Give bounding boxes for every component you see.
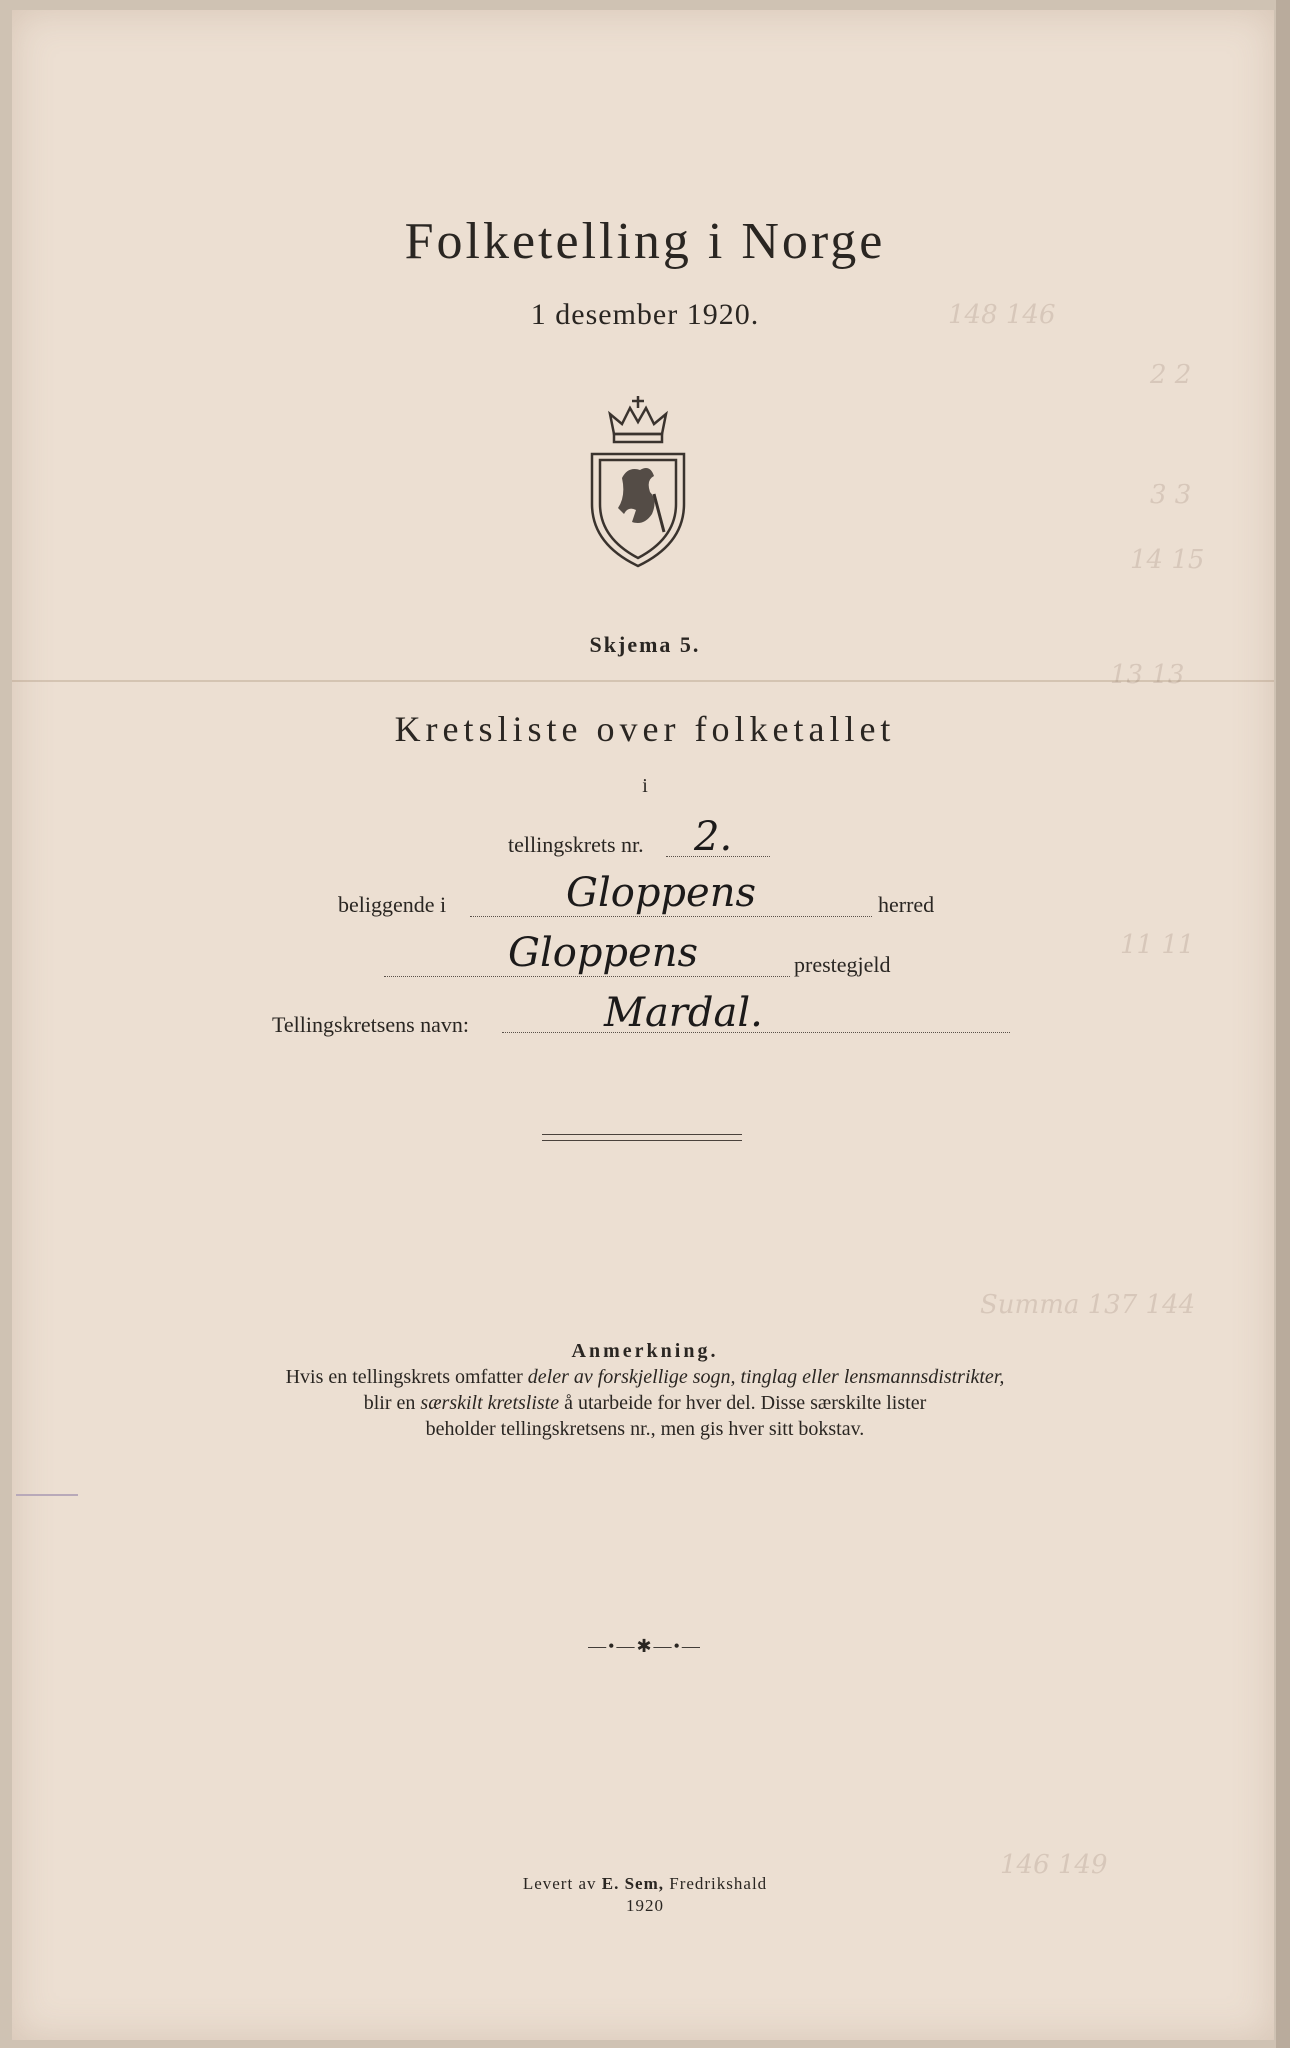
located-in-label: beliggende i [338,892,447,917]
parish-value: Gloppens [508,930,698,976]
remark-line-1 [0,1366,1290,1389]
margin-mark [16,1494,78,1496]
printer-name: E. Sem, [601,1874,664,1893]
printer-credit [0,1874,1290,1894]
connector-text: i [642,775,648,797]
census-date: 1 desember 1920. [530,298,760,331]
parish-label: prestegjeld [794,952,891,977]
printer-text: Levert av [522,1874,602,1893]
bleed-through-marks: 148 146 [948,300,1056,330]
printer-place: Fredrikshald [663,1874,768,1893]
district-name-value: Mardal. [604,990,763,1036]
remark-text: å utarbeide for hver del. Disse særskilte lister [559,1392,927,1414]
district-number-label: tellingskrets nr. [508,832,644,857]
bleed-through-marks: 3 3 [1150,480,1192,510]
ornament-divider: —•—✱—•— [588,1636,702,1656]
bleed-through-marks: 146 149 [1000,1850,1108,1880]
bleed-through-marks: 13 13 [1110,660,1185,690]
municipality-field [470,916,872,917]
herred-label: herred [878,892,935,917]
page-title: Folketelling i Norge [404,213,886,270]
bleed-through-marks: 14 15 [1130,545,1205,575]
remark-emphasis: særskilt kretsliste [420,1392,560,1414]
divider-rule [542,1140,742,1141]
form-heading: Kretsliste over folketallet [394,709,896,749]
remark-text: blir en [363,1392,421,1414]
page-fold [12,680,1274,682]
remark-text: Hvis en tellingskrets omfatter [285,1366,528,1388]
norwegian-coat-of-arms-icon [588,394,688,568]
remark-line-3: beholder tellingskretsens nr., men gis hver sitt bokstav. [425,1418,865,1440]
divider-rule [542,1134,742,1135]
bleed-through-marks: Summa 137 144 [980,1290,1196,1320]
remark-title: Anmerkning. [571,1340,719,1362]
bleed-through-marks: 2 2 [1150,360,1192,390]
district-name-label: Tellingskretsens navn: [272,1012,470,1037]
district-number-value: 2. [694,814,733,860]
printer-year: 1920 [626,1896,664,1915]
bleed-through-marks: 11 11 [1120,930,1195,960]
municipality-value: Gloppens [566,870,756,916]
parish-field [384,976,790,977]
schema-number: Skjema 5. [589,632,701,657]
remark-line-2 [0,1392,1290,1415]
remark-emphasis: deler av forskjellige sogn, tinglag eller lensmannsdistrikter, [527,1366,1005,1388]
